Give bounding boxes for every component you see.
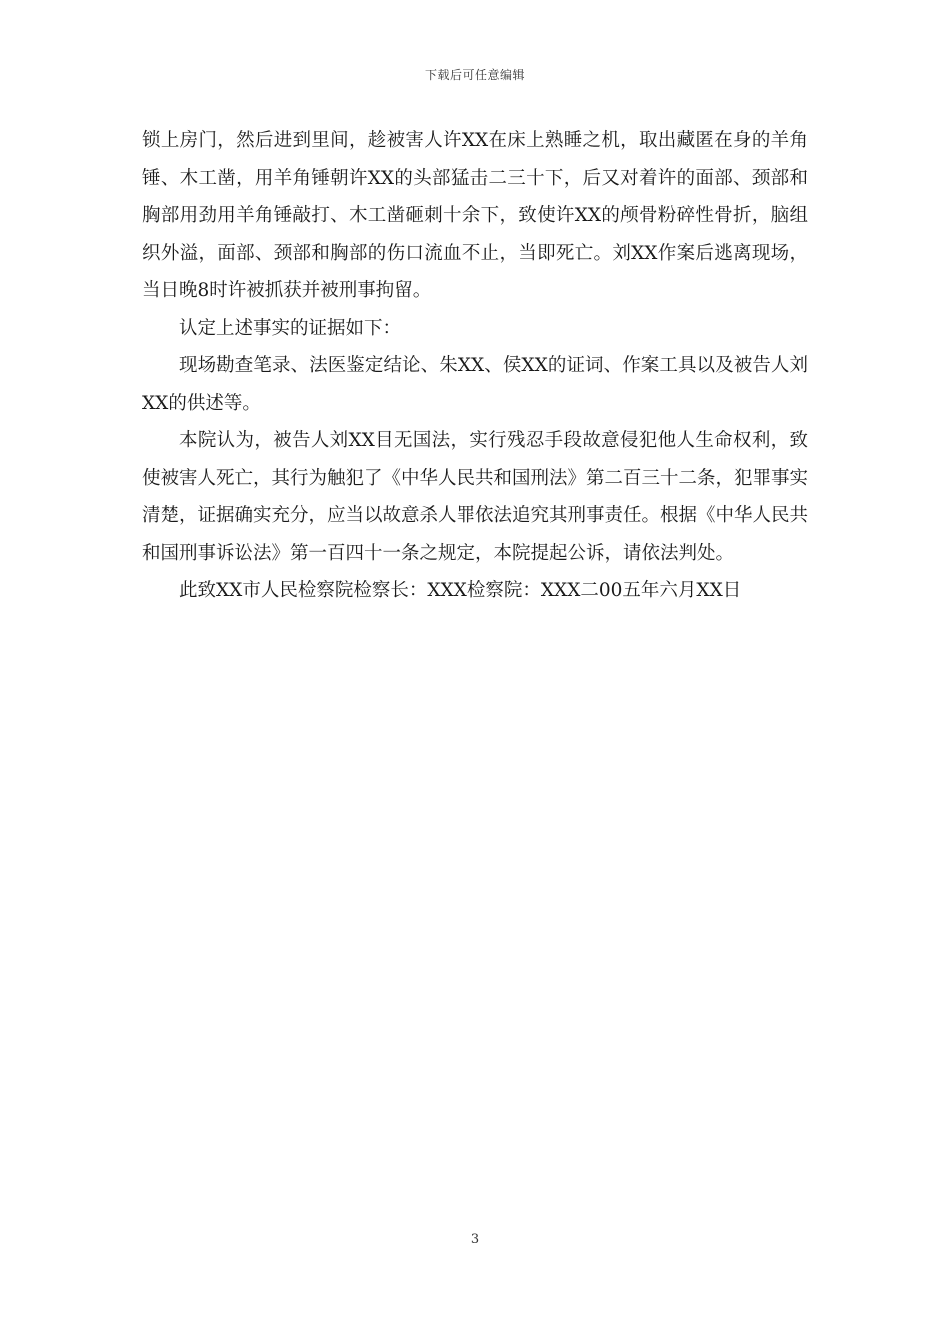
- page-number: 3: [470, 1232, 480, 1247]
- paragraph-evidence-intro: 认定上述事实的证据如下：: [179, 317, 402, 339]
- paragraph-closing: 此致XX市人民检察院检察长：XXX检察院：XXX二00五年六月XX日: [179, 580, 742, 601]
- paragraph-court-opinion: 本院认为，被告人刘XX目无国法，实行残忍手段故意侵犯他人生命权利，致使被害人死亡，其行为触犯了《中华人民共和国刑法》第二百三十二条，犯罪事实清楚，证据确实充分，应当以故意杀人罪依法追究其刑事责任。根据《中华人民共和国刑事诉讼法》第一百四十一条之规定，本院提起公诉，请依法判处。: [142, 430, 809, 564]
- page-header: 下载后可任意编辑: [424, 68, 525, 82]
- paragraph-evidence-list: 现场勘查笔录、法医鉴定结论、朱XX、侯XX的证词、作案工具以及被告人刘XX的供述等。: [142, 355, 808, 414]
- document-body: [142, 122, 808, 610]
- paragraph-crime-description: 锁上房门，然后进到里间，趁被害人许XX在床上熟睡之机，取出藏匿在身的羊角锤、木工凿，用羊角锤朝许XX的头部猛击二三十下，后又对着许的面部、颈部和胸部用劲用羊角锤敲打、木工凿砸刺十余下，致使许XX的颅骨粉碎性骨折，脑组织外溢，面部、颈部和胸部的伤口流血不止，当即死亡。刘XX作案后逃离现场，当日晚8时许被抓获并被刑事拘留。: [142, 130, 808, 301]
